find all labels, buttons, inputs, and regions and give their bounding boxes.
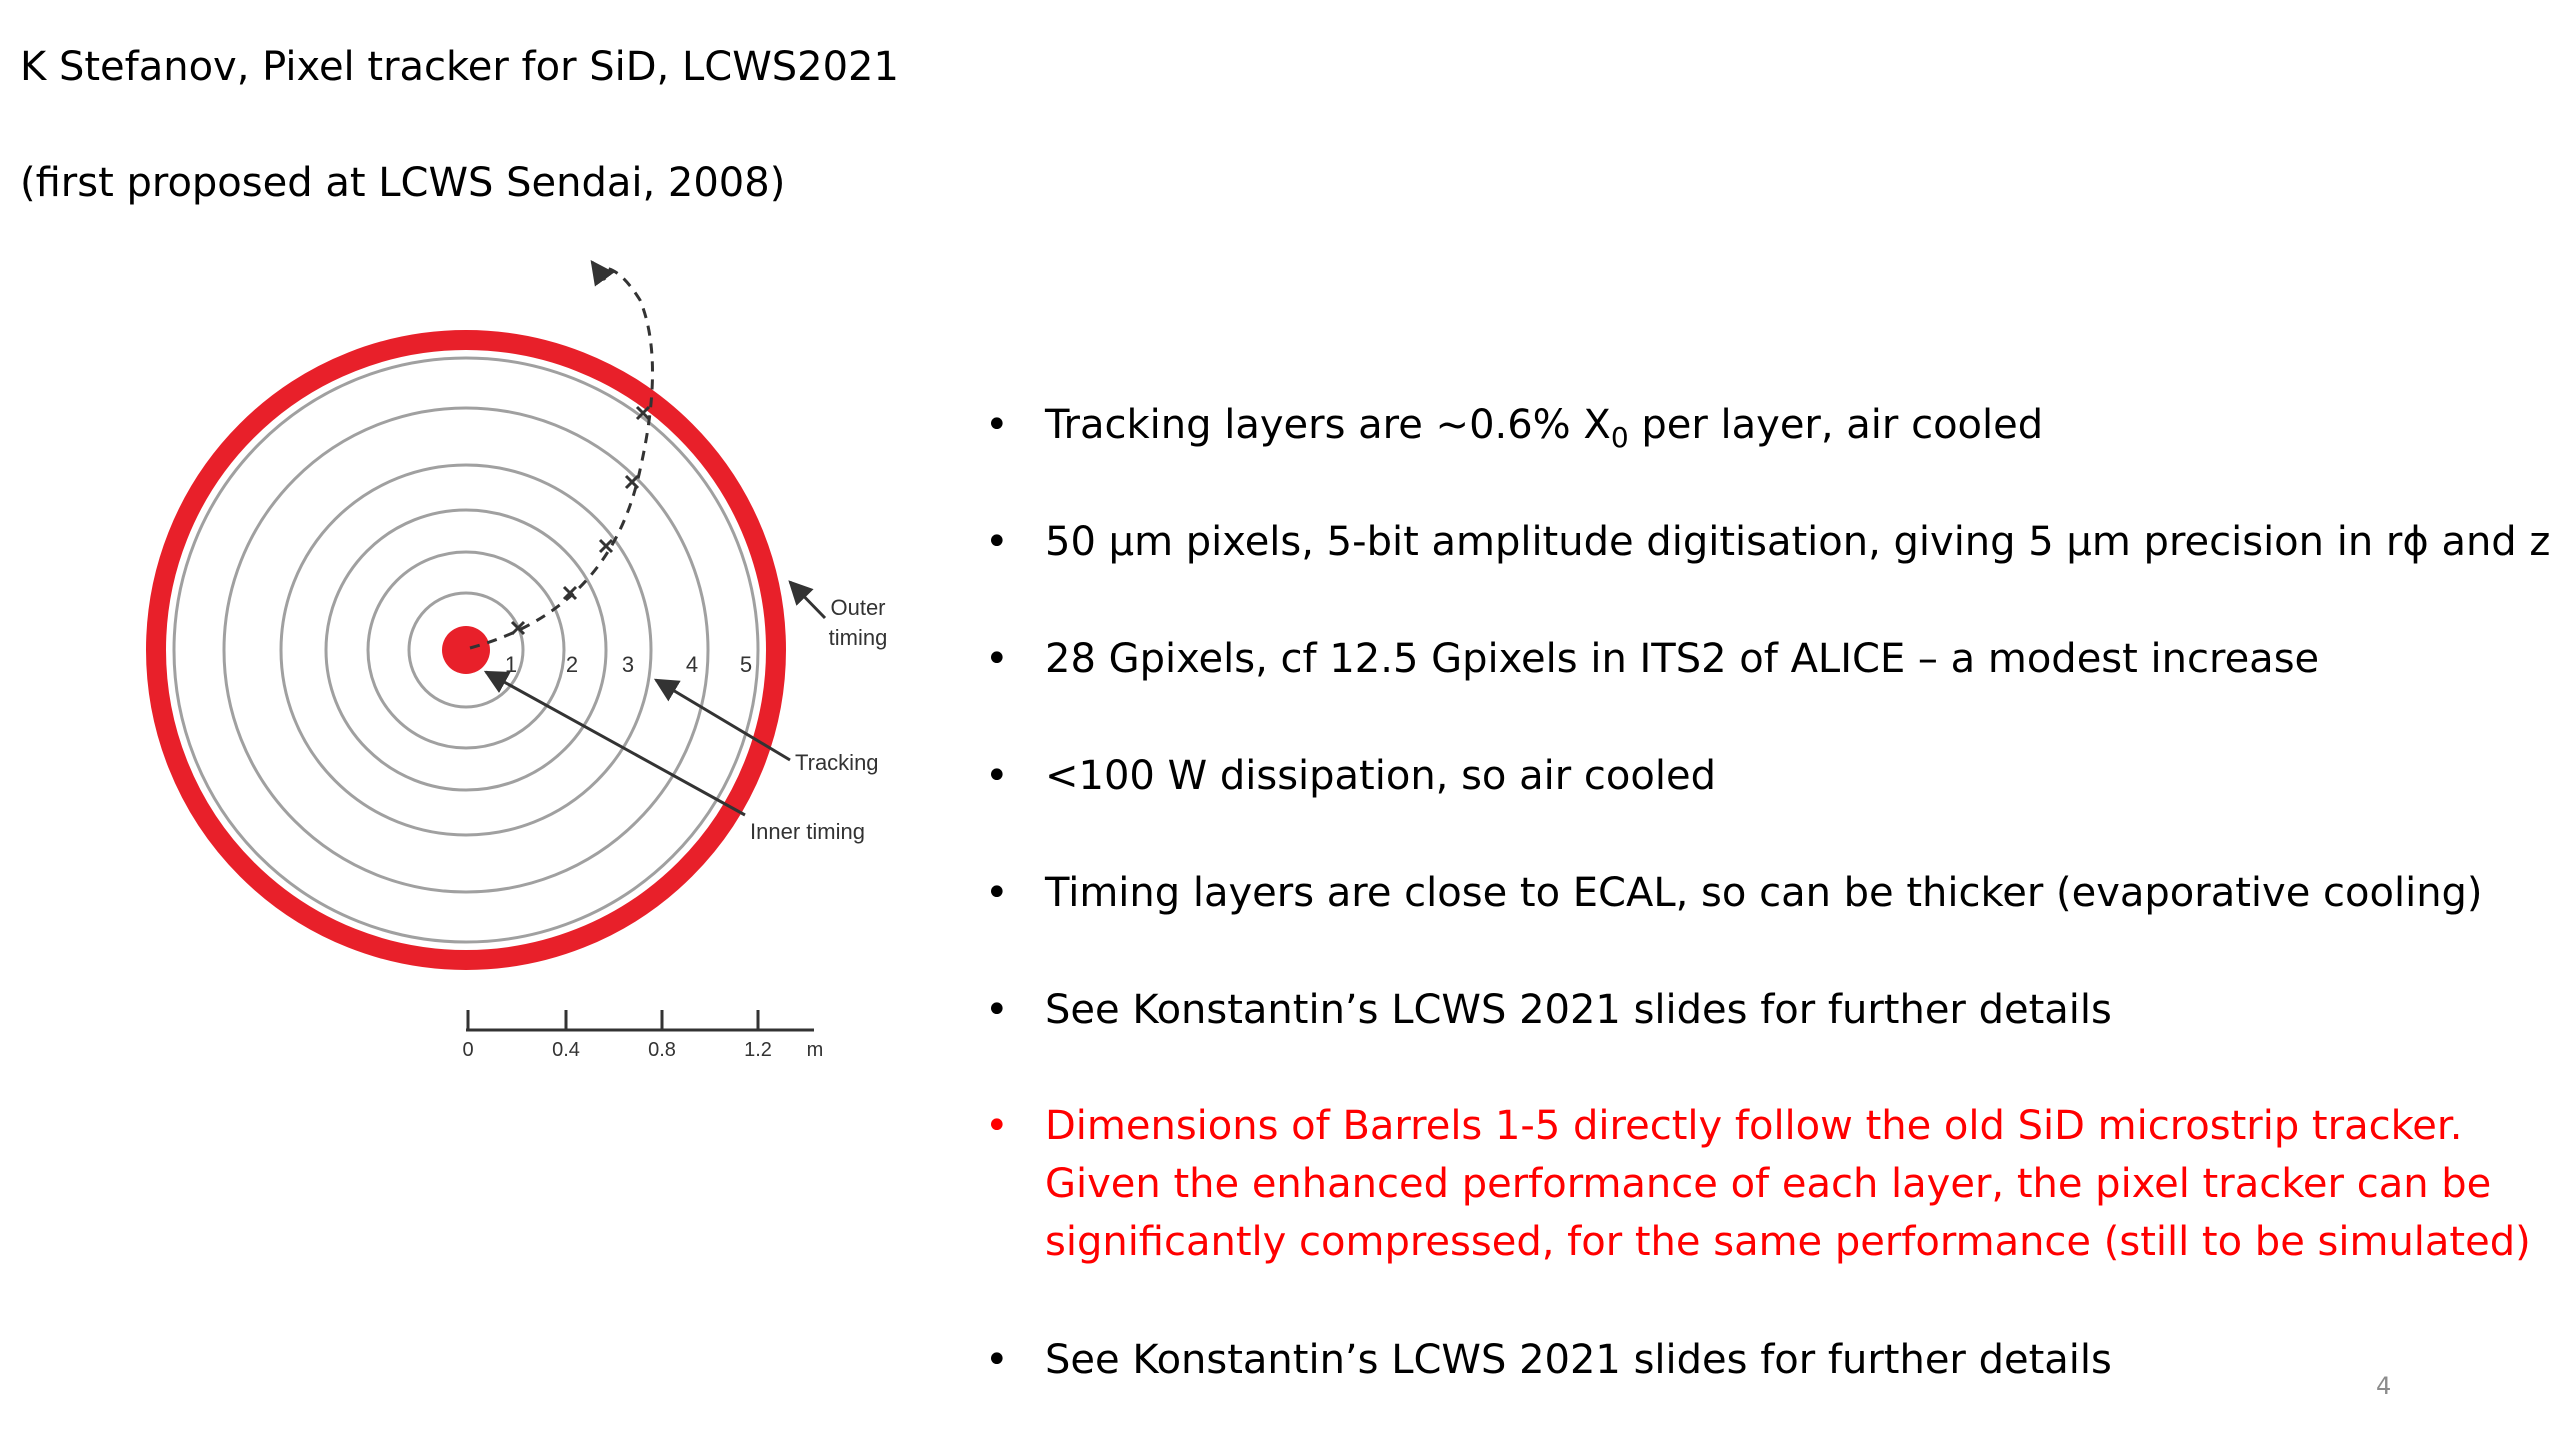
bullet-marker: • [985,519,1009,565]
bullet-text [1045,396,2545,467]
bullet-text: See Konstantin’s LCWS 2021 slides for further details [1045,1337,2112,1383]
layer-number: 5 [739,652,753,677]
bullet-marker: • [985,1103,1009,1149]
tracking-label: Tracking [795,750,879,775]
bullet-text [1045,1097,2545,1271]
bullet-line: Given the enhanced performance of each layer, the pixel tracker can be [1045,1161,2492,1207]
bullet-marker: • [985,1337,1009,1383]
bullet-line: significantly compressed, for the same performance (still to be simulated) [1045,1219,2531,1265]
scale-tick-label: 0 [462,1039,474,1061]
bullet-text: Timing layers are close to ECAL, so can be thicker (evaporative cooling) [1045,870,2483,916]
inner-timing-label: Inner timing [750,819,865,844]
scale-tick-label: 0.8 [648,1039,676,1061]
bullet-marker: • [985,753,1009,799]
bullet-text: 50 µm pixels, 5-bit amplitude digitisation, giving 5 µm precision in rϕ and z [1045,519,2551,565]
layer-number: 4 [685,652,699,677]
outer-timing-label: Outer [830,595,886,620]
bullet-text: 28 Gpixels, cf 12.5 Gpixels in ITS2 of ALICE – a modest increase [1045,636,2320,682]
scale-tick-label: 1.2 [744,1039,772,1061]
bullet-line: Dimensions of Barrels 1-5 directly follow the old SiD microstrip tracker. [1045,1103,2463,1149]
scale-unit-label: m [806,1039,824,1061]
layer-number: 3 [621,652,635,677]
layer-number: 1 [504,652,518,677]
slide-title: K Stefanov, Pixel tracker for SiD, LCWS2021 [20,44,899,90]
bullet-text-part: per layer, air cooled [1628,402,2044,448]
bullet-marker: • [985,870,1009,916]
bullet-marker: • [985,987,1009,1033]
scale-tick-label: 0.4 [552,1039,580,1061]
bullet-marker: • [985,402,1009,448]
bullet-text: See Konstantin’s LCWS 2021 slides for further details [1045,987,2112,1033]
slide-number: 4 [2376,1372,2392,1400]
bullet-text: <100 W dissipation, so air cooled [1045,753,1716,799]
subscript-zero: 0 [1610,421,1629,454]
layer-number: 2 [565,652,579,677]
bullet-text-part: Tracking layers are ~0.6% X [1045,402,1611,448]
slide-subtitle: (first proposed at LCWS Sendai, 2008) [20,160,786,206]
outer-timing-label: timing [828,625,888,650]
bullet-marker: • [985,636,1009,682]
